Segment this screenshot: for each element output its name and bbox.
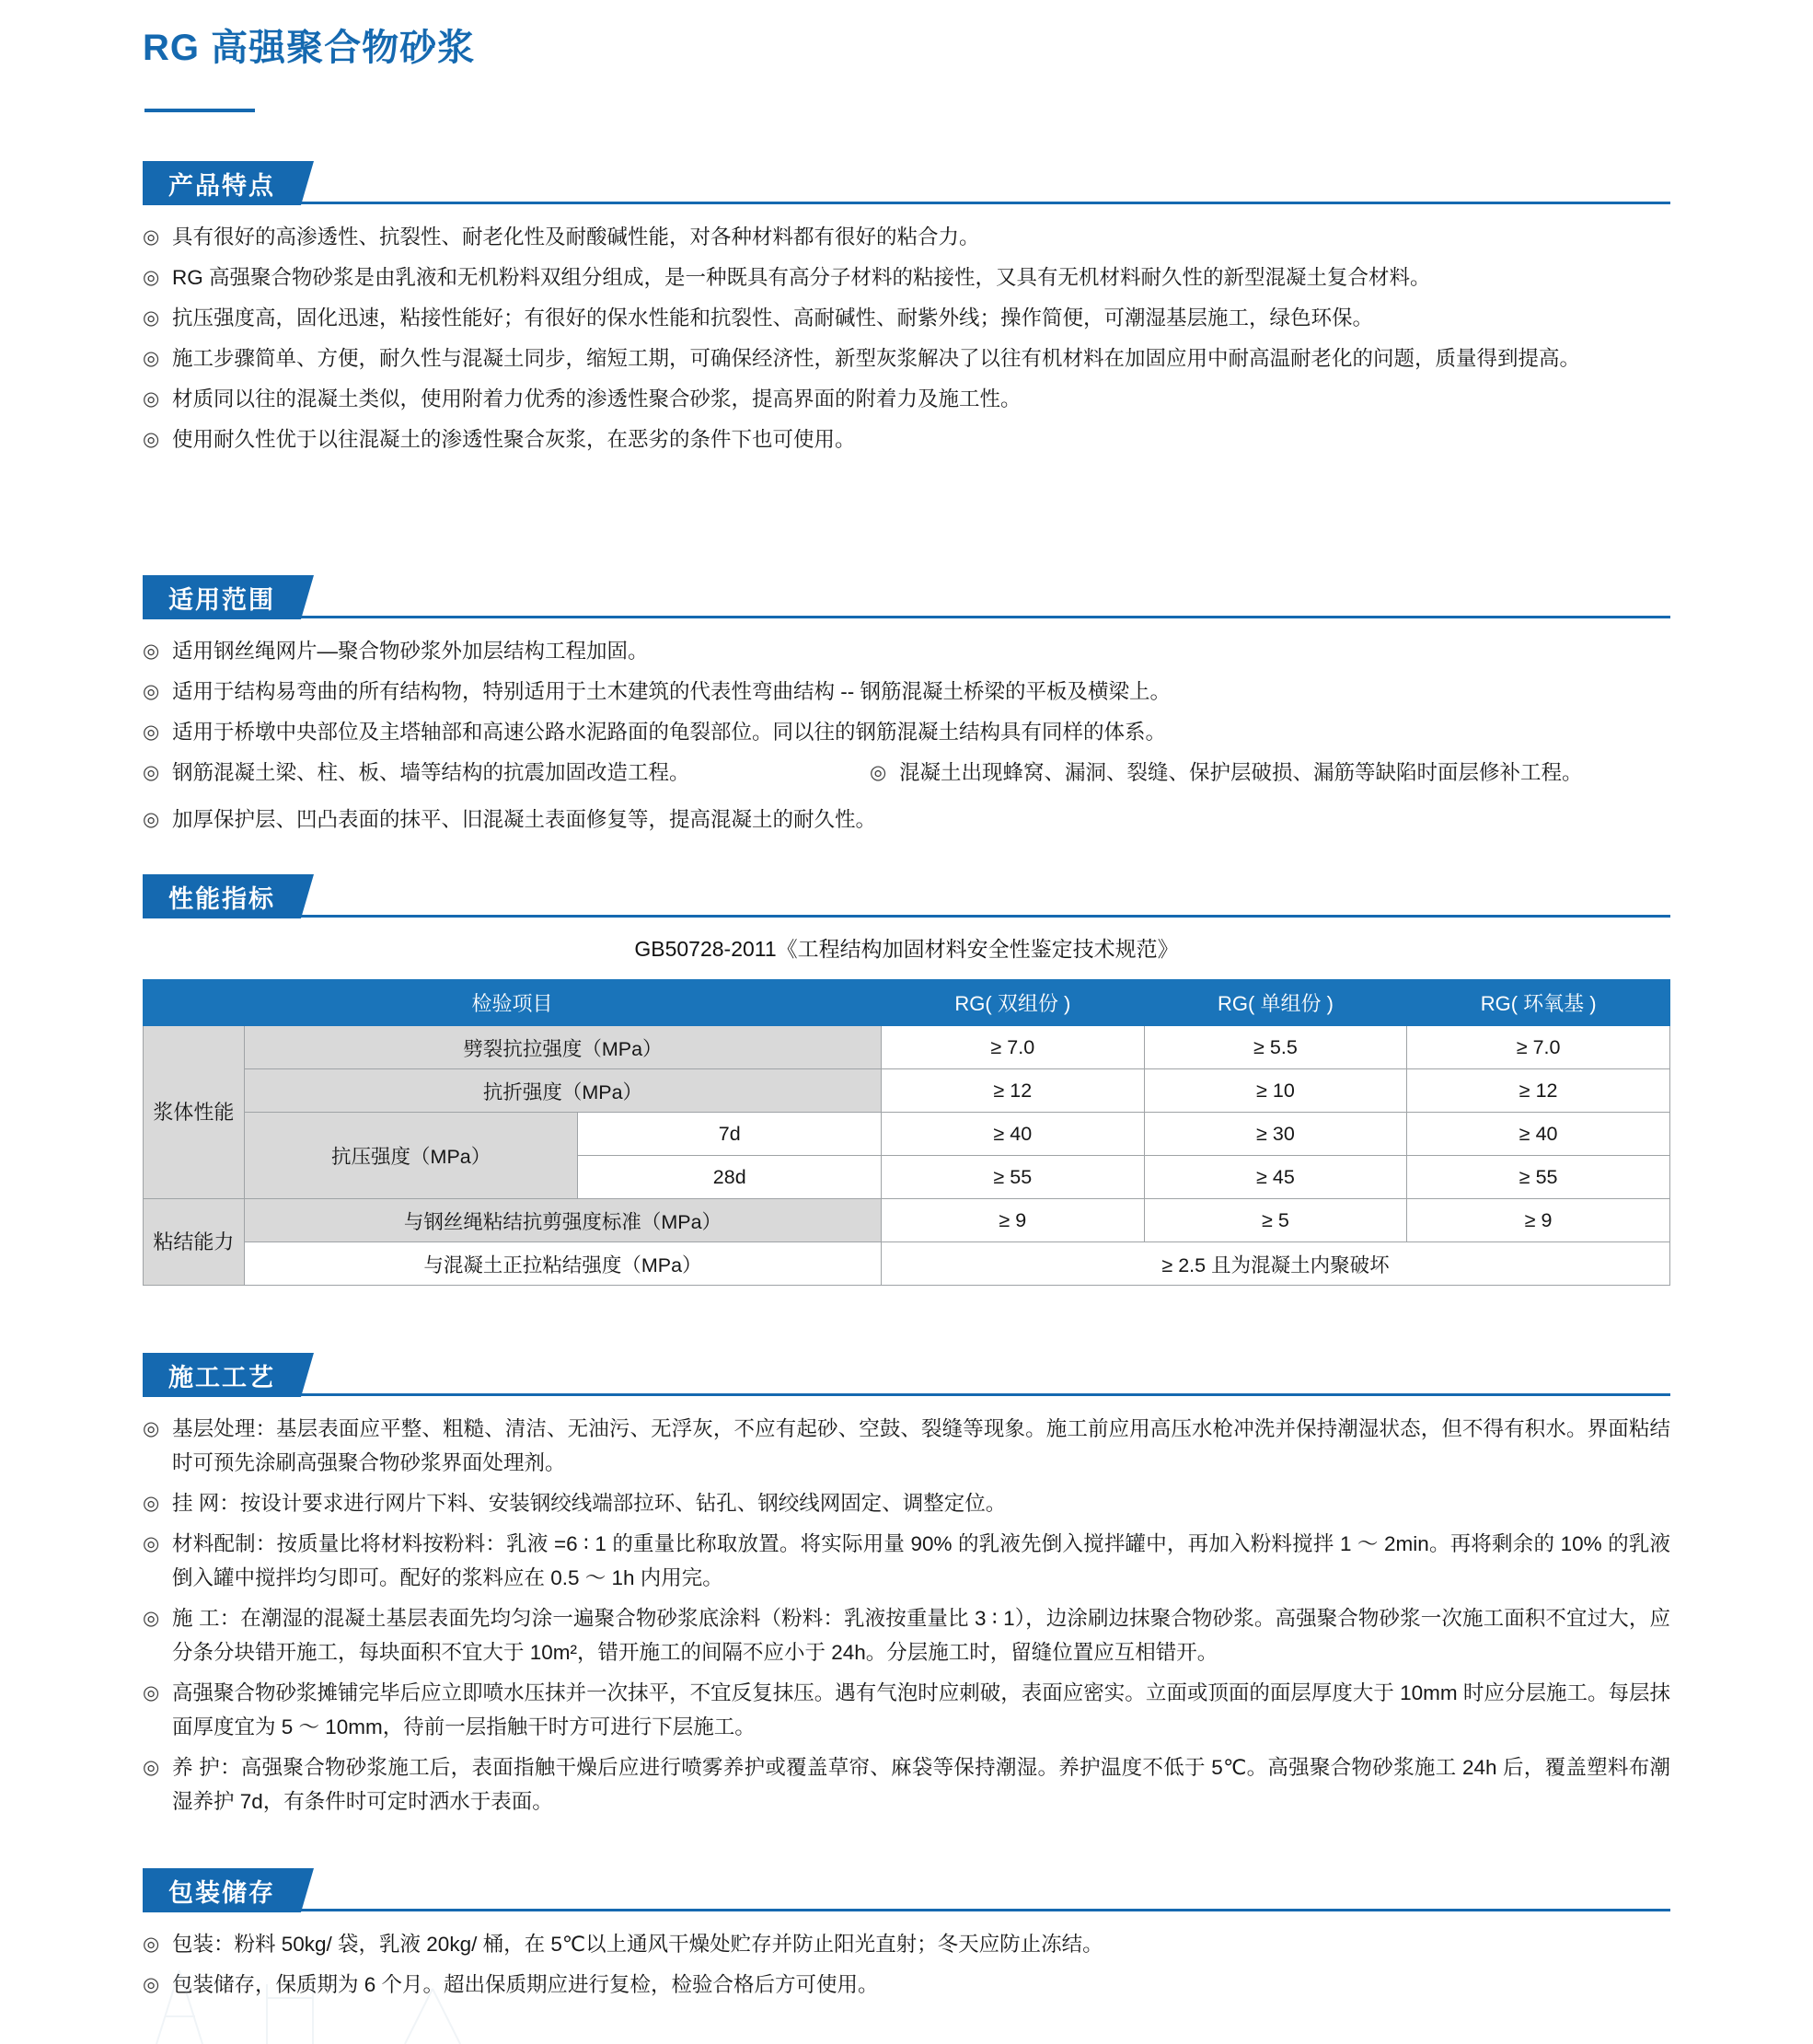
table-header-row	[144, 980, 1670, 1026]
table-cell-value: ≥ 10	[1144, 1069, 1407, 1113]
list-item-text: 包装：粉料 50kg/ 袋，乳液 20kg/ 桶，在 5℃以上通风干燥处贮存并防止阳光直射；冬天应防止冻结。	[172, 1933, 1103, 1956]
section-features	[143, 161, 1670, 463]
section-title-packaging: 包装储存	[143, 1868, 301, 1912]
bullet-icon: ◎	[143, 762, 160, 783]
bullet-icon: ◎	[143, 1682, 160, 1703]
bullet-icon: ◎	[143, 1533, 160, 1554]
list-item-text: RG 高强聚合物砂浆是由乳液和无机粉料双组分组成，是一种既具有高分子材料的粘接性，又具有无机材料耐久性的新型混凝土复合材料。	[172, 266, 1431, 289]
table-cell-value: ≥ 40	[1407, 1113, 1670, 1156]
table-cell-item: 劈裂抗拉强度（MPa）	[244, 1026, 881, 1069]
row-group-label: 粘结能力	[144, 1199, 245, 1286]
scope-list-tail	[143, 803, 1670, 837]
list-item-text: 加厚保护层、凹凸表面的抹平、旧混凝土表面修复等，提高混凝土的耐久性。	[172, 808, 877, 831]
table-cell-value: ≥ 5.5	[1144, 1026, 1407, 1069]
list-item	[143, 715, 1670, 749]
list-item	[143, 220, 1670, 254]
section-rule	[143, 1393, 1670, 1396]
bullet-icon: ◎	[143, 681, 160, 702]
table-cell-value-merged: ≥ 2.5 且为混凝土内聚破坏	[882, 1242, 1670, 1286]
table-cell-value: ≥ 9	[882, 1199, 1145, 1242]
section-rule	[143, 202, 1670, 204]
list-item-text: 养 护：高强聚合物砂浆施工后，表面指触干燥后应进行喷雾养护或覆盖草帘、麻袋等保持潮湿。养护温度不低于 5℃。高强聚合物砂浆施工 24h 后，覆盖塑料布潮湿养护 7d，有条件时可定时洒水于表面。	[172, 1756, 1670, 1813]
bullet-icon: ◎	[143, 722, 160, 743]
bullet-icon: ◎	[143, 809, 160, 830]
list-item-text: 包装储存，保质期为 6 个月。超出保质期应进行复检，检验合格后方可使用。	[172, 1973, 879, 1996]
list-item	[143, 1927, 1670, 1961]
table-row	[144, 1113, 1670, 1156]
list-item-text: 基层处理：基层表面应平整、粗糙、清洁、无油污、无浮灰，不应有起砂、空鼓、裂缝等现象。施工前应用高压水枪冲洗并保持潮湿状态，但不得有积水。界面粘结时可预先涂刷高强聚合物砂浆界面处理剂。	[172, 1417, 1670, 1474]
table-cell-value: ≥ 5	[1144, 1199, 1407, 1242]
list-item	[143, 756, 860, 790]
bullet-icon: ◎	[143, 307, 160, 329]
list-item	[143, 1601, 1670, 1669]
bullet-icon: ◎	[143, 1974, 160, 1995]
list-item-text: 高强聚合物砂浆摊铺完毕后应立即喷水压抹并一次抹平，不宜反复抹压。遇有气泡时应刺破，表面应密实。立面或顶面的面层厚度大于 10mm 时应分层施工。每层抹面厚度宜为 5 ～ 10mm，待前一层指触干时方可进行下层施工。	[172, 1681, 1670, 1738]
bullet-icon: ◎	[143, 1608, 160, 1629]
list-item-text: 施工步骤简单、方便，耐久性与混凝土同步，缩短工期，可确保经济性，新型灰浆解决了以往有机材料在加固应用中耐高温耐老化的问题，质量得到提高。	[172, 347, 1581, 370]
list-item	[143, 1676, 1670, 1744]
list-item-text: 钢筋混凝土梁、柱、板、墙等结构的抗震加固改造工程。	[172, 761, 690, 784]
list-item	[143, 1750, 1670, 1819]
table-header-cell: 检验项目	[144, 980, 882, 1026]
section-header-scope	[143, 575, 1670, 619]
table-row	[144, 1199, 1670, 1242]
section-header-performance	[143, 874, 1670, 918]
list-item	[143, 675, 1670, 709]
section-title-features: 产品特点	[143, 161, 301, 205]
list-item-text: 施 工：在潮湿的混凝土基层表面先均匀涂一遍聚合物砂浆底涂料（粉料：乳液按重量比 3 ∶ 1），边涂刷边抹聚合物砂浆。高强聚合物砂浆一次施工面积不宜过大，应分条分块错开施工，每块面积不宜大于 10m²，错开施工的间隔不应小于 24h。分层施工时，留缝位置应互相错开。	[172, 1607, 1670, 1664]
table-cell-value: ≥ 7.0	[1407, 1026, 1670, 1069]
section-title-process: 施工工艺	[143, 1353, 301, 1397]
table-row	[144, 1026, 1670, 1069]
table-cell-value: ≥ 12	[1407, 1069, 1670, 1113]
section-rule	[143, 616, 1670, 618]
bullet-icon: ◎	[143, 1493, 160, 1514]
table-cell-sub: 28d	[578, 1156, 882, 1199]
table-cell-value: ≥ 40	[882, 1113, 1145, 1156]
list-item	[143, 634, 1670, 668]
scope-two-column-row	[143, 756, 1670, 796]
list-item	[143, 301, 1670, 335]
section-header-process	[143, 1353, 1670, 1397]
table-cell-value: ≥ 55	[1407, 1156, 1670, 1199]
table-cell-value: ≥ 9	[1407, 1199, 1670, 1242]
bullet-icon: ◎	[143, 429, 160, 450]
section-header-features	[143, 161, 1670, 205]
list-item	[143, 1412, 1670, 1480]
list-item	[143, 422, 1670, 456]
list-item-text: 适用钢丝绳网片—聚合物砂浆外加层结构工程加固。	[172, 640, 649, 663]
table-header-cell: RG( 双组份 )	[882, 980, 1145, 1026]
scope-list	[143, 634, 1670, 749]
table-cell-value: ≥ 55	[882, 1156, 1145, 1199]
section-scope	[143, 575, 1670, 843]
list-item	[143, 382, 1670, 416]
table-cell-item: 抗压强度（MPa）	[244, 1113, 578, 1199]
list-item-text: 适用于结构易弯曲的所有结构物，特别适用于土木建筑的代表性弯曲结构 -- 钢筋混凝土桥梁的平板及横梁上。	[172, 680, 1171, 703]
bullet-icon: ◎	[143, 388, 160, 410]
table-cell-value: ≥ 45	[1144, 1156, 1407, 1199]
list-item	[143, 1486, 1670, 1520]
section-title-scope: 适用范围	[143, 575, 301, 619]
table-caption: GB50728-2011《工程结构加固材料安全性鉴定技术规范》	[634, 937, 1179, 961]
table-cell-item: 与混凝土正拉粘结强度（MPa）	[244, 1242, 881, 1286]
list-item	[143, 1527, 1670, 1595]
list-item-text: 挂 网：按设计要求进行网片下料、安装钢绞线端部拉环、钻孔、钢绞线网固定、调整定位。	[172, 1492, 1007, 1515]
process-list	[143, 1412, 1670, 1819]
background-watermark-graphic	[129, 1961, 515, 2044]
row-group-label: 浆体性能	[144, 1026, 245, 1199]
bullet-icon: ◎	[143, 348, 160, 369]
list-item	[143, 260, 1670, 294]
section-rule	[143, 915, 1670, 918]
list-item-text: 具有很好的高渗透性、抗裂性、耐老化性及耐酸碱性能，对各种材料都有很好的粘合力。	[172, 225, 980, 248]
bullet-icon: ◎	[143, 1418, 160, 1439]
page-title: RG 高强聚合物砂浆	[143, 28, 476, 68]
title-underline	[144, 109, 255, 112]
bullet-icon: ◎	[143, 1934, 160, 1955]
features-list	[143, 220, 1670, 456]
list-item	[143, 341, 1670, 375]
list-item-text: 材料配制：按质量比将材料按粉料：乳液 =6 ∶ 1 的重量比称取放置。将实际用量 90% 的乳液先倒入搅拌罐中，再加入粉料搅拌 1 ～ 2min。再将剩余的 10% 的乳液倒入罐中搅拌均匀即可。配好的浆料应在 0.5 ～ 1h 内用完。	[172, 1532, 1670, 1589]
section-rule	[143, 1909, 1670, 1911]
bullet-icon: ◎	[143, 1757, 160, 1778]
list-item-text: 混凝土出现蜂窝、漏洞、裂缝、保护层破损、漏筋等缺陷时面层修补工程。	[899, 761, 1583, 784]
table-cell-item: 抗折强度（MPa）	[244, 1069, 881, 1113]
table-header-cell: RG( 环氧基 )	[1407, 980, 1670, 1026]
bullet-icon: ◎	[143, 641, 160, 662]
section-process	[143, 1353, 1670, 1825]
list-item-text: 抗压强度高，固化迅速，粘接性能好；有很好的保水性能和抗裂性、高耐碱性、耐紫外线；操作简便，可潮湿基层施工，绿色环保。	[172, 306, 1374, 329]
table-cell-value: ≥ 7.0	[882, 1026, 1145, 1069]
performance-table	[143, 979, 1670, 1286]
section-title-performance: 性能指标	[143, 874, 301, 918]
table-row	[144, 1242, 1670, 1286]
table-row	[144, 1069, 1670, 1113]
list-item	[870, 756, 1670, 790]
section-performance	[143, 874, 1670, 1286]
list-item-text: 材质同以往的混凝土类似，使用附着力优秀的渗透性聚合砂浆，提高界面的附着力及施工性。	[172, 387, 1022, 410]
table-cell-item: 与钢丝绳粘结抗剪强度标准（MPa）	[244, 1199, 881, 1242]
bullet-icon: ◎	[143, 267, 160, 288]
table-cell-sub: 7d	[578, 1113, 882, 1156]
bullet-icon: ◎	[143, 226, 160, 248]
bullet-icon: ◎	[870, 762, 887, 783]
table-header-cell: RG( 单组份 )	[1144, 980, 1407, 1026]
list-item-text: 使用耐久性优于以往混凝土的渗透性聚合灰浆，在恶劣的条件下也可使用。	[172, 428, 856, 451]
table-cell-value: ≥ 12	[882, 1069, 1145, 1113]
table-cell-value: ≥ 30	[1144, 1113, 1407, 1156]
list-item-text: 适用于桥墩中央部位及主塔轴部和高速公路水泥路面的龟裂部位。同以往的钢筋混凝土结构具有同样的体系。	[172, 721, 1167, 744]
section-header-packaging	[143, 1868, 1670, 1912]
list-item	[143, 803, 1670, 837]
